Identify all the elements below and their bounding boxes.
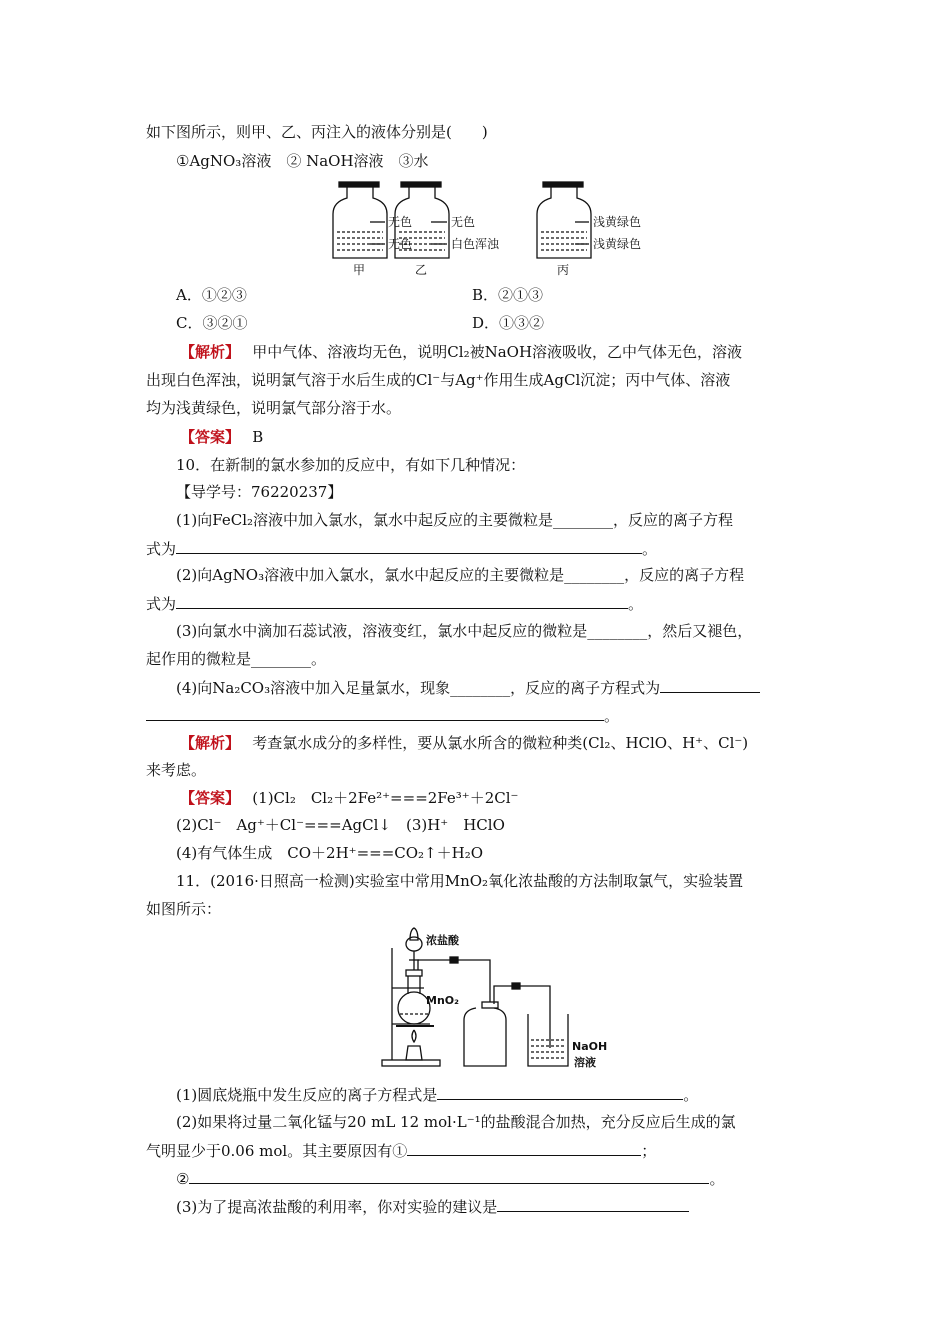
q11-apparatus-figure: [378, 922, 618, 1072]
q9-analysis-line3: 均为浅黄绿色，说明氯气部分溶于水。: [146, 399, 402, 417]
q10-answer-line1: (1)Cl₂ Cl₂＋2Fe²⁺===2Fe³⁺＋2Cl⁻: [252, 789, 519, 807]
q10-part2-answer-blank[interactable]: [176, 593, 628, 609]
q9-stem: 如下图所示，则甲、乙、丙注入的液体分别是( ): [146, 123, 488, 141]
q10-stem: 10．在新制的氯水参加的反应中，有如下几种情况：: [176, 456, 526, 474]
q10-guide-number: 【导学号：76220237】: [176, 483, 343, 501]
q9-option-d: D．①③②: [472, 314, 545, 332]
q10-part3-line1: (3)向氯水中滴加石蕊试液，溶液变红，氯水中起反应的微粒是________，然后又褪色，: [176, 622, 753, 640]
q9-liquids: ①AgNO₃溶液 ② NaOH溶液 ③水: [176, 152, 429, 170]
q10-part1-answer-blank[interactable]: [176, 538, 642, 554]
q9-option-c: C．③②①: [176, 314, 248, 332]
q11-part2-line2-end: ；: [641, 1142, 657, 1160]
bottle-jia-bottom-label: 无色: [388, 237, 413, 251]
q10-part2-line1: (2)向AgNO₃溶液中加入氯水，氯水中起反应的主要微粒是________，反应的离子方程: [176, 566, 745, 584]
q10-answer-label: 【答案】: [180, 789, 233, 807]
q10-part1-prefix: 式为: [146, 540, 177, 558]
q9-bottles-figure: [325, 180, 665, 280]
q9-option-b: B．②①③: [472, 286, 544, 304]
q11-part2-line3-end: 。: [709, 1170, 725, 1188]
bottle-bing-name: 丙: [557, 263, 570, 277]
q11-part2-reason1-blank[interactable]: [407, 1140, 641, 1156]
q10-part2-end: 。: [628, 595, 644, 613]
label-naoh: NaOH: [572, 1040, 608, 1053]
q11-stem-line2: 如图所示：: [146, 900, 222, 918]
q11-part1-text: (1)圆底烧瓶中发生反应的离子方程式是: [176, 1086, 438, 1104]
q10-analysis-line2: 来考虑。: [146, 761, 207, 779]
bottle-yi-name: 乙: [415, 263, 428, 277]
q11-part2-line2-text: 气明显少于0.06 mol。其主要原因有①: [146, 1142, 408, 1160]
q9-analysis-line2: 出现白色浑浊，说明氯气溶于水后生成的Cl⁻与Ag⁺作用生成AgCl沉淀；丙中气体、溶液: [146, 371, 731, 389]
q10-answer-line2: (2)Cl⁻ Ag⁺＋Cl⁻===AgCl↓ (3)H⁺ HClO: [176, 816, 505, 834]
q9-analysis-label: 【解析】: [180, 343, 233, 361]
bottle-yi-top-label: 无色: [451, 215, 476, 229]
q11-part3-answer-blank[interactable]: [497, 1196, 689, 1212]
q11-part3-text: (3)为了提高浓盐酸的利用率，你对实验的建议是: [176, 1198, 498, 1216]
bottle-jia-name: 甲: [353, 263, 366, 277]
bottle-yi-bottom-label: 白色浑浊: [451, 237, 500, 251]
q9-option-a: A．①②③: [176, 286, 247, 304]
label-solution: 溶液: [574, 1056, 596, 1069]
q10-analysis-label: 【解析】: [180, 734, 233, 752]
q9-answer-label: 【答案】: [180, 428, 233, 446]
bottle-jia-top-label: 无色: [388, 215, 413, 229]
label-concentrated-hcl: 浓盐酸: [426, 934, 459, 947]
bottle-bing-bottom-label: 浅黄绿色: [593, 237, 642, 251]
q10-part4-end: 。: [604, 707, 620, 725]
q10-part1-line1: (1)向FeCl₂溶液中加入氯水，氯水中起反应的主要微粒是________，反应的离子方程: [176, 511, 734, 529]
q10-part4-answer-blank-b[interactable]: [146, 705, 604, 721]
q10-part2-prefix: 式为: [146, 595, 177, 613]
q10-part3-line2: 起作用的微粒是________。: [146, 650, 327, 668]
q11-stem-line1: 11．(2016·日照高一检测)实验室中常用MnO₂氧化浓盐酸的方法制取氯气，实验装置: [176, 872, 744, 890]
bottle-bing-top-label: 浅黄绿色: [593, 215, 642, 229]
q9-answer: B: [252, 428, 264, 446]
q11-part1-end: 。: [683, 1086, 699, 1104]
q9-analysis-line1: 甲中气体、溶液均无色，说明Cl₂被NaOH溶液吸收，乙中气体无色，溶液: [252, 343, 743, 361]
q10-answer-line3: (4)有气体生成 CO＋2H⁺===CO₂↑＋H₂O: [176, 844, 484, 862]
label-mno2: MnO₂: [426, 994, 459, 1007]
q11-part2-line3-text: ②: [176, 1170, 190, 1188]
q10-part4-line1: (4)向Na₂CO₃溶液中加入足量氯水，现象________，反应的离子方程式为: [176, 679, 661, 697]
q11-part2-line1: (2)如果将过量二氧化锰与20 mL 12 mol·L⁻¹的盐酸混合加热，充分反应后生成的氯: [176, 1113, 736, 1131]
q11-part2-reason2-blank[interactable]: [189, 1168, 709, 1184]
q10-part1-end: 。: [642, 540, 658, 558]
q10-analysis-line1: 考查氯水成分的多样性，要从氯水所含的微粒种类(Cl₂、HClO、H⁺、Cl⁻): [252, 734, 749, 752]
q10-part4-answer-blank-a[interactable]: [660, 677, 760, 693]
q11-part1-answer-blank[interactable]: [437, 1084, 683, 1100]
